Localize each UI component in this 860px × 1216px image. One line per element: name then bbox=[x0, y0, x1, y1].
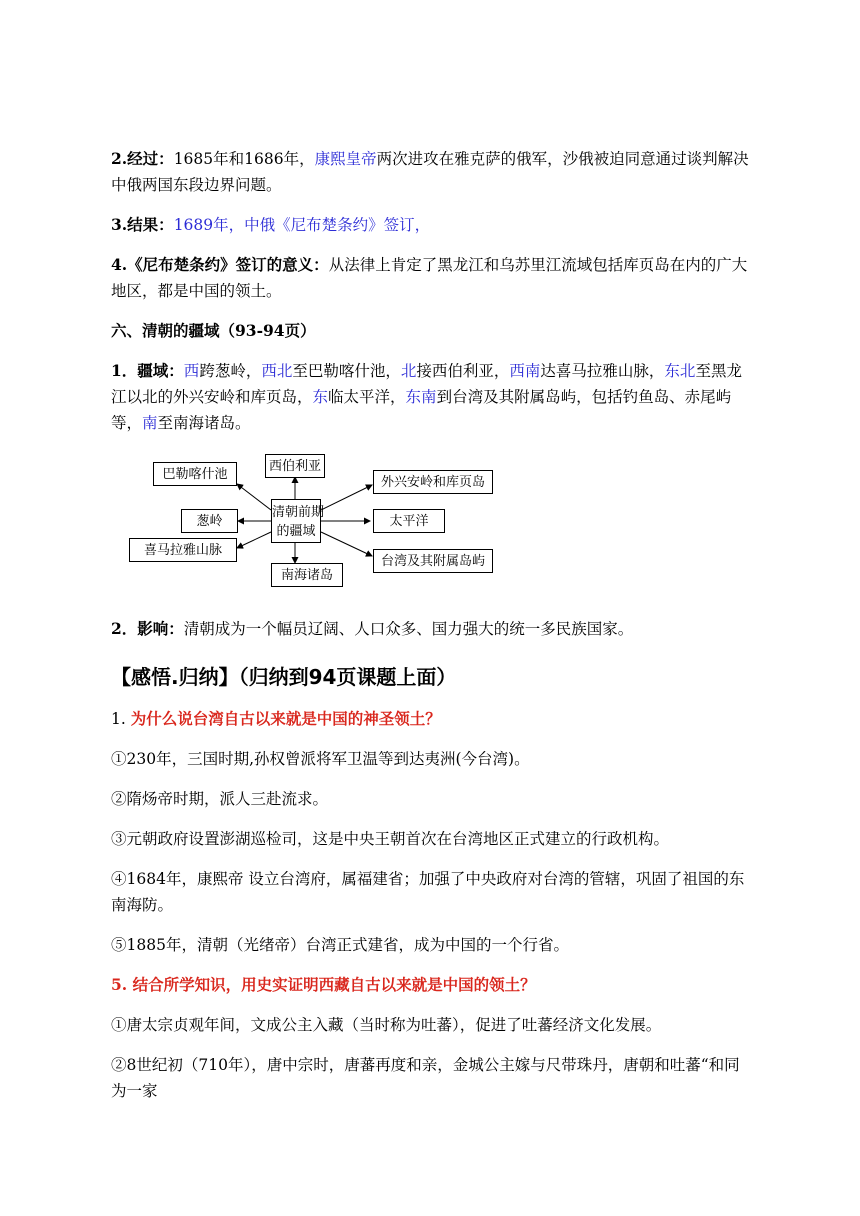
dir-southeast: 东南 bbox=[405, 388, 437, 406]
territory-paragraph bbox=[111, 358, 751, 436]
dir-northwest: 西北 bbox=[261, 362, 293, 380]
influence-label: 2．影响： bbox=[111, 619, 184, 638]
process-label: 2.经过： bbox=[111, 149, 174, 168]
arrow-himalaya bbox=[237, 532, 271, 548]
center-line-2: 的疆域 bbox=[276, 524, 316, 539]
q1-item: ①230年，三国时期,孙权曾派将军卫温等到达夷洲(今台湾)。 bbox=[111, 750, 530, 768]
box-south-china-sea: 南海诸岛 bbox=[271, 563, 343, 587]
dir-northeast: 东北 bbox=[664, 362, 696, 380]
territory-text-4: 达喜马拉雅山脉， bbox=[540, 362, 665, 380]
diagram-center-box bbox=[271, 499, 325, 543]
question-1-number: 1. bbox=[111, 710, 126, 728]
q1-item: ③元朝政府设置澎湖巡检司，这是中央王朝首次在台湾地区正式建立的行政机构。 bbox=[111, 830, 670, 848]
q1-item: ⑤1885年，清朝（光绪帝）台湾正式建省，成为中国的一个行省。 bbox=[111, 936, 569, 954]
q1-item: ②隋炀帝时期，派人三赴流求。 bbox=[111, 790, 329, 808]
q5-item: ②8世纪初（710年），唐中宗时，唐蕃再度和亲，金城公主嫁与尺带珠丹，唐朝和吐蕃“和同为一家 bbox=[111, 1056, 740, 1100]
dir-north: 北 bbox=[400, 362, 417, 380]
influence-paragraph bbox=[111, 616, 751, 642]
question-5-text: 5. 结合所学知识，用史实证明西藏自古以来就是中国的领土？ bbox=[111, 975, 536, 994]
territory-text-2: 至巴勒喀什池， bbox=[292, 362, 401, 380]
box-outer-khingan: 外兴安岭和库页岛 bbox=[373, 470, 493, 494]
territory-text-8: 至南海诸岛。 bbox=[157, 414, 251, 432]
section-6-title: 六、清朝的疆域（93-94页） bbox=[111, 321, 316, 340]
influence-text: 清朝成为一个幅员辽阔、人口众多、国力强大的统一多民族国家。 bbox=[183, 620, 634, 638]
summary-heading: 【感悟.归纳】（归纳到94页课题上面） bbox=[111, 665, 457, 689]
process-paragraph bbox=[111, 146, 751, 198]
territory-diagram bbox=[111, 444, 751, 604]
document-body bbox=[111, 146, 751, 1118]
dir-west: 西 bbox=[183, 362, 200, 380]
result-label: 3.结果： bbox=[111, 215, 174, 234]
question-1 bbox=[111, 706, 751, 732]
arrow-northeast bbox=[321, 485, 372, 510]
significance-paragraph bbox=[111, 252, 751, 304]
box-siberia: 西伯利亚 bbox=[265, 454, 325, 478]
territory-text-7: 到台湾及其附属岛屿，包括钓鱼岛、赤尾屿等， bbox=[111, 388, 732, 432]
result-highlight: 1689年，中俄《尼布楚条约》签订， bbox=[173, 216, 431, 234]
question-1-text: 为什么说台湾自古以来就是中国的神圣领土？ bbox=[130, 709, 441, 728]
significance-label: 4.《尼布楚条约》签订的意义： bbox=[111, 255, 329, 274]
box-pacific: 太平洋 bbox=[373, 509, 445, 533]
arrow-balkhash bbox=[237, 484, 271, 510]
q5-item: ①唐太宗贞观年间，文成公主入藏（当时称为吐蕃），促进了吐蕃经济文化发展。 bbox=[111, 1016, 662, 1034]
dir-south: 南 bbox=[142, 414, 158, 432]
process-text-pre: 1685年和1686年， bbox=[173, 150, 315, 168]
center-line-1: 清朝前期 bbox=[272, 505, 325, 520]
territory-text-5: 至黑龙江以北的外兴安岭和库页岛， bbox=[111, 362, 742, 406]
dir-southwest: 西南 bbox=[509, 362, 541, 380]
result-paragraph bbox=[111, 212, 751, 238]
box-congling: 葱岭 bbox=[181, 509, 238, 533]
dir-east: 东 bbox=[312, 388, 329, 406]
territory-text-6: 临太平洋， bbox=[328, 388, 406, 406]
arrow-southeast bbox=[321, 532, 372, 556]
box-himalaya: 喜马拉雅山脉 bbox=[129, 538, 237, 562]
significance-text: 从法律上肯定了黑龙江和乌苏里江流域包括库页岛在内的广大地区，都是中国的领土。 bbox=[111, 256, 748, 300]
territory-text-1: 跨葱岭， bbox=[199, 362, 262, 380]
territory-text-3: 接西伯利亚， bbox=[416, 362, 510, 380]
process-text-post: 两次进攻在雅克萨的俄军，沙俄被迫同意通过谈判解决中俄两国东段边界问题。 bbox=[111, 150, 749, 194]
box-balkhash: 巴勒喀什池 bbox=[153, 462, 237, 486]
territory-label: 1．疆域： bbox=[111, 361, 184, 380]
box-taiwan: 台湾及其附属岛屿 bbox=[373, 549, 493, 573]
kangxi-emperor-highlight: 康熙皇帝 bbox=[314, 150, 377, 168]
q1-item: ④1684年，康熙帝 设立台湾府，属福建省；加强了中央政府对台湾的管辖，巩固了祖国的东南海防。 bbox=[111, 870, 745, 914]
